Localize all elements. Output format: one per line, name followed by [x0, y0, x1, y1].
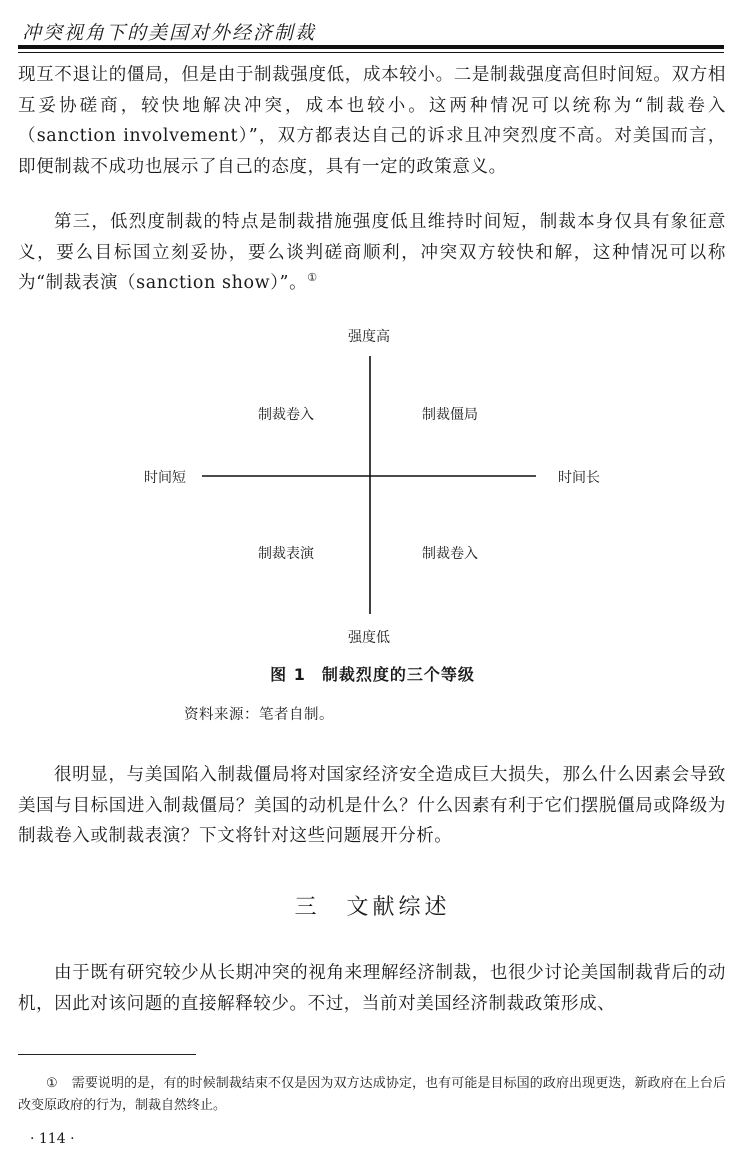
page-number: · 114 · [30, 1131, 75, 1147]
section-heading [0, 890, 745, 921]
figure-source: 资料来源：笔者自制。 [184, 707, 334, 723]
sanction-intensity-diagram [130, 318, 610, 648]
footnote-marker: ① [46, 1076, 58, 1091]
figure-caption [0, 662, 745, 685]
figure-title: 制裁烈度的三个等级 [321, 665, 475, 684]
quadrant-bottom-left: 制裁表演 [258, 546, 314, 562]
section-title: 文献综述 [346, 895, 451, 920]
axis-label-top: 强度高 [348, 329, 390, 345]
quadrant-bottom-right: 制裁卷入 [422, 546, 478, 562]
paragraph-after-figure [18, 760, 726, 852]
diagram-axes [130, 318, 610, 648]
paragraph-text: 很明显，与美国陷入制裁僵局将对国家经济安全造成巨大损失，那么什么因素会导致美国与目标国进入制裁僵局？美国的动机是什么？什么因素有利于它们摆脱僵局或降级为制裁卷入或制裁表演？下文将针对这些问题展开分析。 [18, 765, 726, 846]
quadrant-top-left: 制裁卷入 [258, 407, 314, 423]
quadrant-top-right: 制裁僵局 [422, 407, 478, 423]
paragraph-text: 第三，低烈度制裁的特点是制裁措施强度低且维持时间短，制裁本身仅具有象征意义，要么目标国立刻妥协，要么谈判磋商顺利，冲突双方较快和解，这种情况可以称为“制裁表演（sanction show）”。 [18, 212, 726, 293]
axis-label-left: 时间短 [144, 470, 186, 486]
footnote [18, 1073, 726, 1117]
paragraph-literature [18, 958, 726, 1019]
axis-label-right: 时间长 [558, 470, 600, 486]
footnote-reference[interactable]: ① [307, 271, 318, 285]
paragraph-text: 现互不退让的僵局，但是由于制裁强度低，成本较小。二是制裁强度高但时间短。双方相互妥协磋商，较快地解决冲突，成本也较小。这两种情况可以统称为“制裁卷入（sanction involvement）”，双方都表达自己的诉求且冲突烈度不高。对美国而言，即便制裁不成功也展示了自己的态度，具有一定的政策意义。 [18, 65, 726, 177]
header-rule-thin [18, 52, 724, 53]
paragraph-continued [18, 60, 726, 182]
header-rule-thick [18, 45, 724, 49]
section-number: 三 [294, 895, 321, 920]
footnote-text: 需要说明的是，有的时候制裁结束不仅是因为双方达成协定，也有可能是目标国的政府出现更迭，新政府在上台后改变原政府的行为，制裁自然终止。 [18, 1076, 726, 1113]
paragraph-low-intensity [18, 207, 726, 299]
paragraph-text: 由于既有研究较少从长期冲突的视角来理解经济制裁，也很少讨论美国制裁背后的动机，因此对该问题的直接解释较少。不过，当前对美国经济制裁政策形成、 [18, 963, 726, 1014]
running-head: 冲突视角下的美国对外经济制裁 [22, 22, 317, 44]
axis-label-bottom: 强度低 [348, 630, 390, 646]
figure-number: 图 1 [270, 665, 306, 684]
footnote-rule [18, 1054, 196, 1055]
